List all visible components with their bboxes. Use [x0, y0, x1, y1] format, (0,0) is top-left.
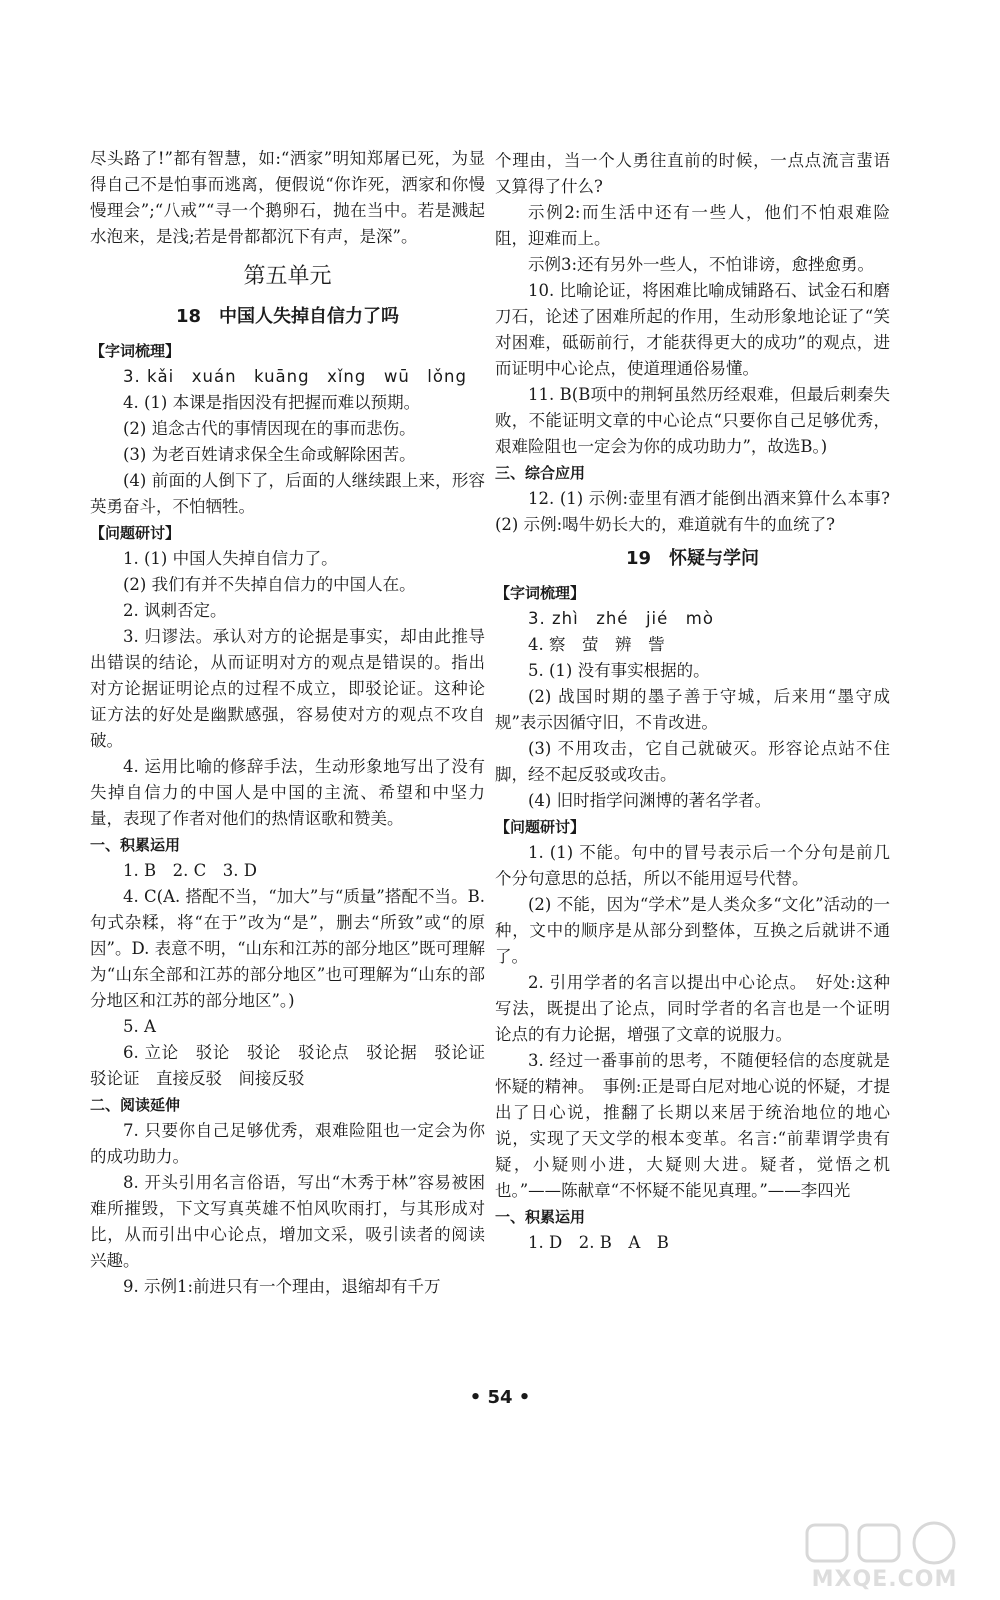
continued-paragraph: 尽头路了!”都有智慧，如:“洒家”明知郑屠已死，为显得自己不是怕事而逃离，便假说“你诈死，洒家和你慢慢理会”;“八戒”“寻一个鹅卵石，抛在当中。若是溅起水泡来，是浅;若是骨都都沉下有声，是深”。: [90, 149, 485, 246]
lesson-title-19: 19 怀疑与学问: [625, 548, 760, 569]
answer-4-chars-19: 4. 察 萤 辨 訾: [528, 635, 665, 654]
example-3: 示例3:还有另外一些人，不怕诽谤，愈挫愈勇。: [528, 255, 875, 274]
question-3: 3. 归谬法。承认对方的论据是事实，却由此推导出错误的结论，从而证明对方的观点是错误的。指出对方论据证明论点的过程不成立，即驳论证。这种论证方法的好处是幽默感强，容易使对方的观点不攻自破。: [90, 627, 485, 750]
answer-11: 11. B(B项中的荆轲虽然历经艰难，但最后刺秦失败，不能证明文章的中心论点“只要你自己足够优秀，艰难险阻也一定会为你的成功助力”，故选B。): [495, 385, 890, 456]
answer-3-pinyin: 3. kǎi xuán kuāng xǐng wū lǒng: [123, 367, 467, 386]
question-2: 2. 讽刺否定。: [123, 601, 227, 620]
lesson-title-18: 18 中国人失掉自信力了吗: [175, 306, 400, 327]
page-number: • 54 •: [469, 1387, 531, 1408]
left-column: [90, 146, 502, 1300]
answer-4-c: 4. C(A. 搭配不当，“加大”与“质量”搭配不当。B. 句式杂糅，将“在于”改为“是”，删去“所致”或“的原因”。D. 表意不明，“山东和江苏的部分地区”既可理解为“山东全部和江苏的部分地区”也可理解为“山东的部分地区和江苏的部分地区”。): [90, 887, 485, 1010]
answer-7: 7. 只要你自己足够优秀，艰难险阻也一定会为你的成功助力。: [90, 1121, 485, 1166]
answer-5: 5. A: [123, 1017, 156, 1036]
answer-5-4: (4) 旧时指学问渊博的著名学者。: [528, 791, 772, 810]
section-header-wenti-19: 【问题研讨】: [495, 818, 586, 836]
question-1-1: 1. (1) 中国人失掉自信力了。: [123, 549, 338, 568]
answer-8: 8. 开头引用名言俗语，写出“木秀于林”容易被困难所摧毁，下文写真英雄不怕风吹雨打，与其形成对比，从而引出中心论点，增加文采，吸引读者的阅读兴趣。: [90, 1173, 485, 1270]
section-header-ziyi: 【字词梳理】: [90, 342, 181, 360]
question-1-2-19: (2) 不能，因为“学术”是人类众多“文化”活动的一种，文中的顺序是从部分到整体，互换之后就讲不通了。: [495, 895, 890, 966]
question-1-2: (2) 我们有并不失掉自信力的中国人在。: [123, 575, 416, 594]
question-2-19: 2. 引用学者的名言以提出中心论点。 好处:这种写法，既提出了论点，同时学者的名言也是一个证明论点的有力论据，增强了文章的说服力。: [495, 973, 890, 1044]
answer-9: 9. 示例1:前进只有一个理由，退缩却有千万: [123, 1277, 441, 1296]
answers-1-3: 1. B 2. C 3. D: [123, 861, 257, 880]
section-header-zonghe: 三、综合应用: [495, 464, 586, 482]
answer-4-3: (3) 为老百姓请求保全生命或解除困苦。: [123, 445, 416, 464]
answer-12: 12. (1) 示例:壶里有酒才能倒出酒来算什么本事? (2) 示例:喝牛奶长大的，难道就有牛的血统了?: [495, 489, 907, 534]
section-header-jilei: 一、积累运用: [90, 836, 181, 854]
question-4: 4. 运用比喻的修辞手法，生动形象地写出了没有失掉自信力的中国人是中国的主流、希望和中坚力量，表现了作者对他们的热情讴歌和赞美。: [90, 757, 485, 828]
section-header-yuedu: 二、阅读延伸: [90, 1096, 181, 1114]
question-1-1-19: 1. (1) 不能。句中的冒号表示后一个分句是前几个分句意思的总括，所以不能用逗号代替。: [495, 843, 890, 888]
answer-4-1: 4. (1) 本课是指因没有把握而难以预期。: [123, 393, 421, 412]
section-header-ziyi-19: 【字词梳理】: [495, 584, 586, 602]
answer-4-2: (2) 追念古代的事情因现在的事而悲伤。: [123, 419, 416, 438]
unit-title: 第五单元: [243, 264, 332, 289]
answer-4-4: (4) 前面的人倒下了，后面的人继续跟上来，形容英勇奋斗，不怕牺牲。: [90, 471, 485, 516]
example-2: 示例2:而生活中还有一些人，他们不怕艰难险阻，迎难而上。: [495, 203, 890, 248]
watermark-icon: [797, 1517, 972, 1567]
answer-6: 6. 立论 驳论 驳论 驳论点 驳论据 驳论证 驳论证 直接反驳 间接反驳: [90, 1043, 502, 1088]
watermark-logo: [797, 1517, 972, 1592]
section-header-jilei-19: 一、积累运用: [495, 1208, 586, 1226]
answer-5-3: (3) 不用攻击，它自己就破灭。形容论点站不住脚，经不起反驳或攻击。: [495, 739, 890, 784]
continued-answer-9: 个理由，当一个人勇往直前的时候，一点点流言蜚语又算得了什么?: [495, 151, 890, 196]
answers-1-2-19: 1. D 2. B A B: [528, 1233, 669, 1252]
answer-10: 10. 比喻论证，将困难比喻成铺路石、试金石和磨刀石，论述了困难所起的作用，生动形象地论证了“笑对困难，砥砺前行，才能获得更大的成功”的观点，进而证明中心论点，使道理通俗易懂。: [495, 281, 890, 378]
question-3-19: 3. 经过一番事前的思考，不随便轻信的态度就是怀疑的精神。 事例:正是哥白尼对地心说的怀疑，才提出了日心说，推翻了长期以来居于统治地位的地心说，实现了天文学的根本变革。名言:“前辈谓学贵有疑，小疑则小进，大疑则大进。疑者，觉悟之机也。”——陈献章“不怀疑不能见真理。”——李四光: [495, 1051, 890, 1200]
answer-5-1: 5. (1) 没有事实根据的。: [528, 661, 710, 680]
watermark-text: MXQE.COM: [811, 1567, 958, 1592]
right-column: [495, 148, 907, 1256]
answer-5-2: (2) 战国时期的墨子善于守城，后来用“墨守成规”表示因循守旧，不肯改进。: [495, 687, 890, 732]
section-header-wenti: 【问题研讨】: [90, 524, 181, 542]
answer-3-pinyin-19: 3. zhì zhé jié mò: [528, 609, 714, 628]
